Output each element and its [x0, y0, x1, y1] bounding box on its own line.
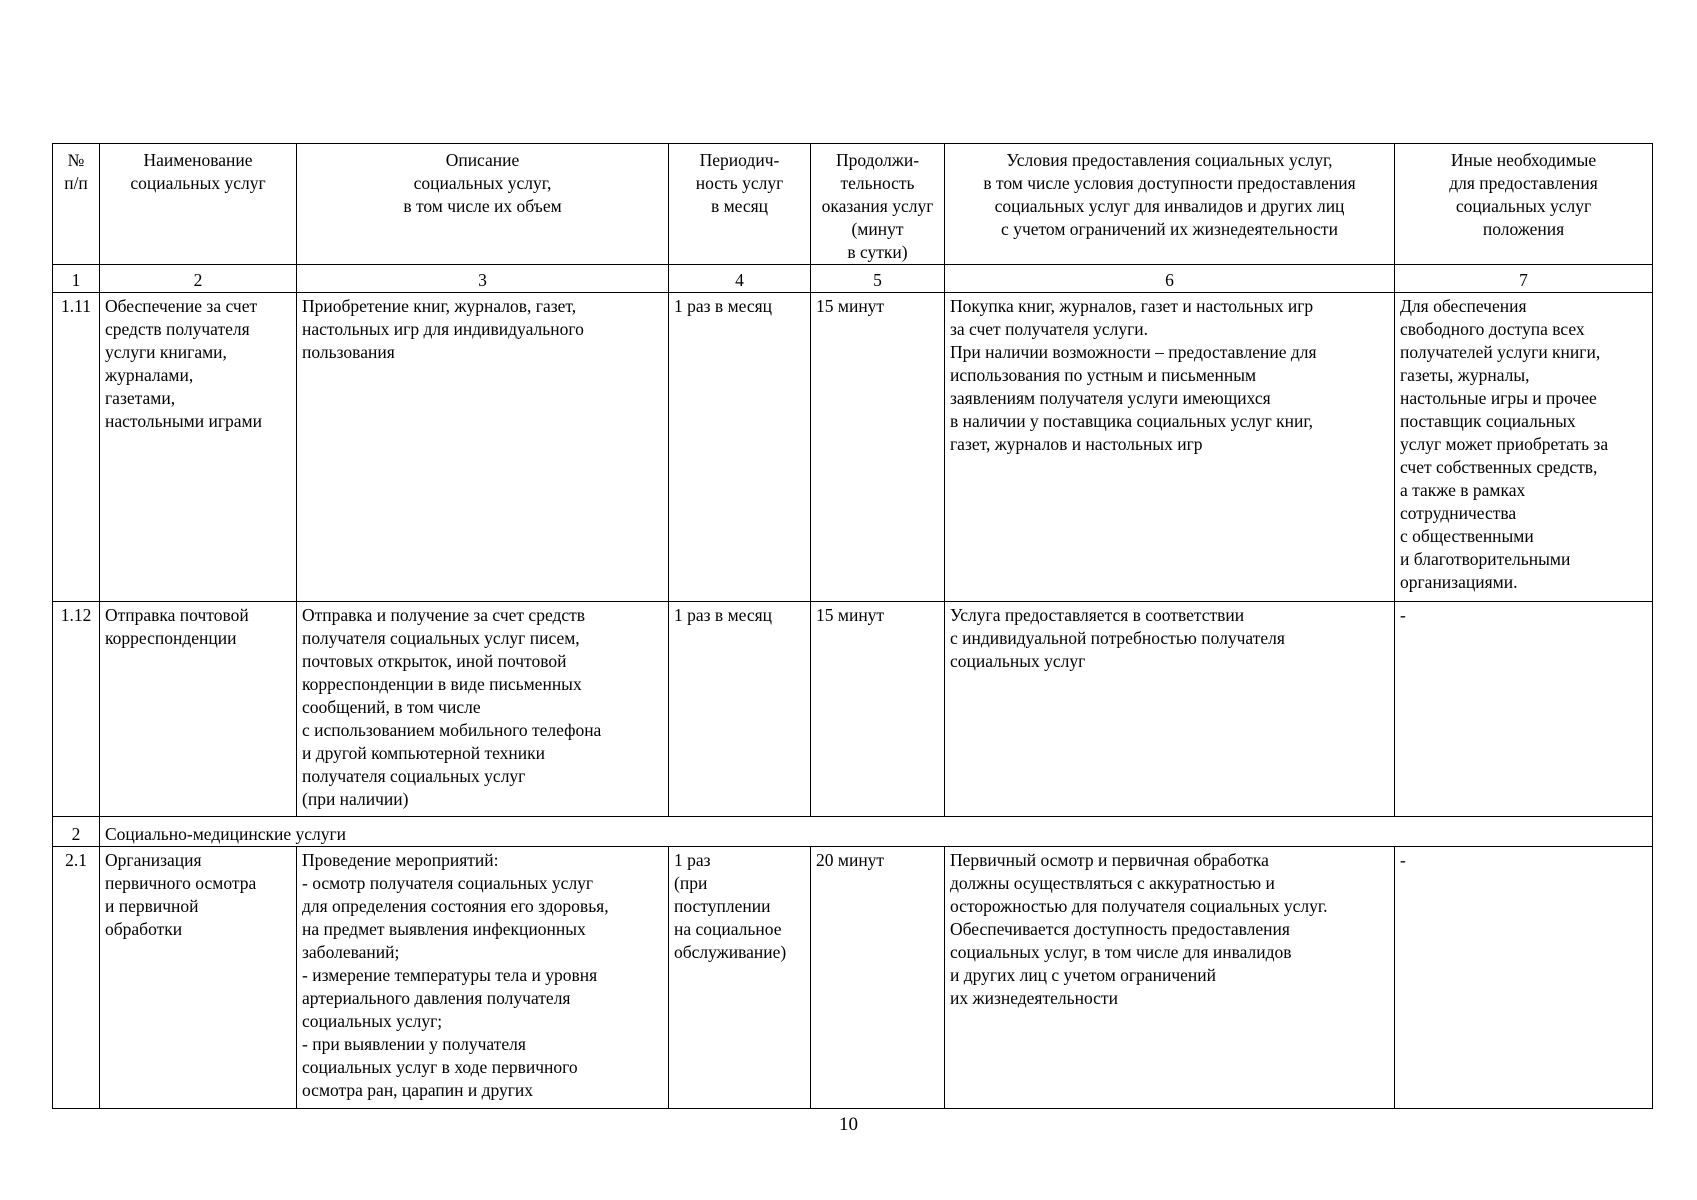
header-conditions-text: Условия предоставления социальных услуг, в том числе условия доступности предоставления социальных услуг для инвалидов и других лиц с учетом ограничений их жизнедеятельности	[983, 150, 1356, 239]
conditions-cell	[945, 602, 1395, 817]
table-row	[53, 293, 1653, 602]
header-frequency	[669, 144, 811, 265]
service-name: Организация первичного осмотра и первичной обработки	[105, 850, 257, 939]
service-name: Отправка почтовой корреспонденции	[105, 605, 249, 648]
row-number: 1.11	[53, 293, 100, 602]
section-row	[53, 817, 1653, 847]
header-frequency-text: Периодич- ность услуг в месяц	[695, 150, 784, 216]
service-name-cell	[100, 293, 297, 602]
duration-cell	[811, 293, 945, 602]
header-service-name-text: Наименование социальных услуг	[130, 150, 266, 193]
header-duration-text: Продолжи- тельность оказания услуг (минут в сутки)	[821, 150, 934, 262]
other-cell	[1395, 602, 1653, 817]
row-number: 1.12	[53, 602, 100, 817]
row-number: 2.1	[53, 847, 100, 1109]
description-cell	[297, 293, 669, 602]
service-frequency: 1 раз в месяц	[674, 605, 773, 625]
service-duration: 20 минут	[816, 850, 885, 870]
service-other: -	[1400, 850, 1406, 870]
header-duration	[811, 144, 945, 265]
table-header-row	[53, 144, 1653, 265]
service-description: Проведение мероприятий: - осмотр получателя социальных услуг для определения состояния его здоровья, на предмет выявления инфекционных заболеваний; - измерение температуры тела и уровня артериального давления получателя социальных услуг; - при выявлении у получателя социальных услуг в ходе первичного осмотра ран, царапин и других	[302, 850, 609, 1100]
service-conditions: Первичный осмотр и первичная обработка должны осуществляться с аккуратностью и осторожностью для получателя социальных услуг. Обеспечивается доступность предоставления социальных услуг, в том числе для инвалидов и других лиц с учетом ограничений их жизнедеятельности	[950, 850, 1328, 1008]
service-description: Отправка и получение за счет средств получателя социальных услуг писем, почтовых открыток, иной почтовой корреспонденции в виде письменных сообщений, в том числе с использованием мобильного телефона и другой компьютерной техники получателя социальных услуг (при наличии)	[302, 605, 602, 809]
service-frequency: 1 раз (при поступлении на социальное обслуживание)	[674, 850, 787, 962]
header-service-name	[100, 144, 297, 265]
frequency-cell	[669, 602, 811, 817]
service-duration: 15 минут	[816, 296, 885, 316]
description-cell	[297, 847, 669, 1109]
frequency-cell	[669, 847, 811, 1109]
service-duration: 15 минут	[816, 605, 885, 625]
service-frequency: 1 раз в месяц	[674, 296, 773, 316]
section-number: 2	[53, 817, 100, 847]
header-other-text: Иные необходимые для предоставления социальных услуг положения	[1449, 150, 1598, 239]
header-conditions	[945, 144, 1395, 265]
service-description: Приобретение книг, журналов, газет, настольных игр для индивидуального пользования	[302, 296, 584, 362]
header-number	[53, 144, 100, 265]
column-number: 3	[297, 265, 669, 293]
service-name-cell	[100, 602, 297, 817]
column-number: 7	[1395, 265, 1653, 293]
other-cell	[1395, 293, 1653, 602]
service-conditions: Услуга предоставляется в соответствии с индивидуальной потребностью получателя социальных услуг	[950, 605, 1285, 671]
column-number: 1	[53, 265, 100, 293]
service-conditions: Покупка книг, журналов, газет и настольных игр за счет получателя услуги. При наличии возможности – предоставление для использования по устным и письменным заявлениям получателя услуги имеющихся в наличии у поставщика социальных услуг книг, газет, журналов и настольных игр	[950, 296, 1317, 454]
conditions-cell	[945, 293, 1395, 602]
column-number: 4	[669, 265, 811, 293]
services-table-container	[52, 143, 1652, 1109]
services-table	[52, 143, 1653, 1109]
service-name-cell	[100, 847, 297, 1109]
table-row	[53, 602, 1653, 817]
page-number: 10	[839, 1114, 858, 1135]
other-cell	[1395, 847, 1653, 1109]
service-name: Обеспечение за счет средств получателя услуги книгами, журналами, газетами, настольными играми	[105, 296, 262, 431]
column-number: 6	[945, 265, 1395, 293]
conditions-cell	[945, 847, 1395, 1109]
table-row	[53, 847, 1653, 1109]
description-cell	[297, 602, 669, 817]
column-number: 5	[811, 265, 945, 293]
column-number: 2	[100, 265, 297, 293]
service-other: -	[1400, 605, 1406, 625]
section-title: Социально-медицинские услуги	[100, 817, 1653, 847]
header-other	[1395, 144, 1653, 265]
duration-cell	[811, 847, 945, 1109]
column-number-row	[53, 265, 1653, 293]
header-description	[297, 144, 669, 265]
service-other: Для обеспечения свободного доступа всех получателей услуги книги, газеты, журналы, настольные игры и прочее поставщик социальных услуг может приобретать за счет собственных средств, а также в рамках сотрудничества с общественными и благотворительными организациями.	[1400, 296, 1609, 592]
duration-cell	[811, 602, 945, 817]
header-number-text: № п/п	[64, 150, 88, 193]
header-description-text: Описание социальных услуг, в том числе их объем	[403, 150, 562, 216]
frequency-cell	[669, 293, 811, 602]
